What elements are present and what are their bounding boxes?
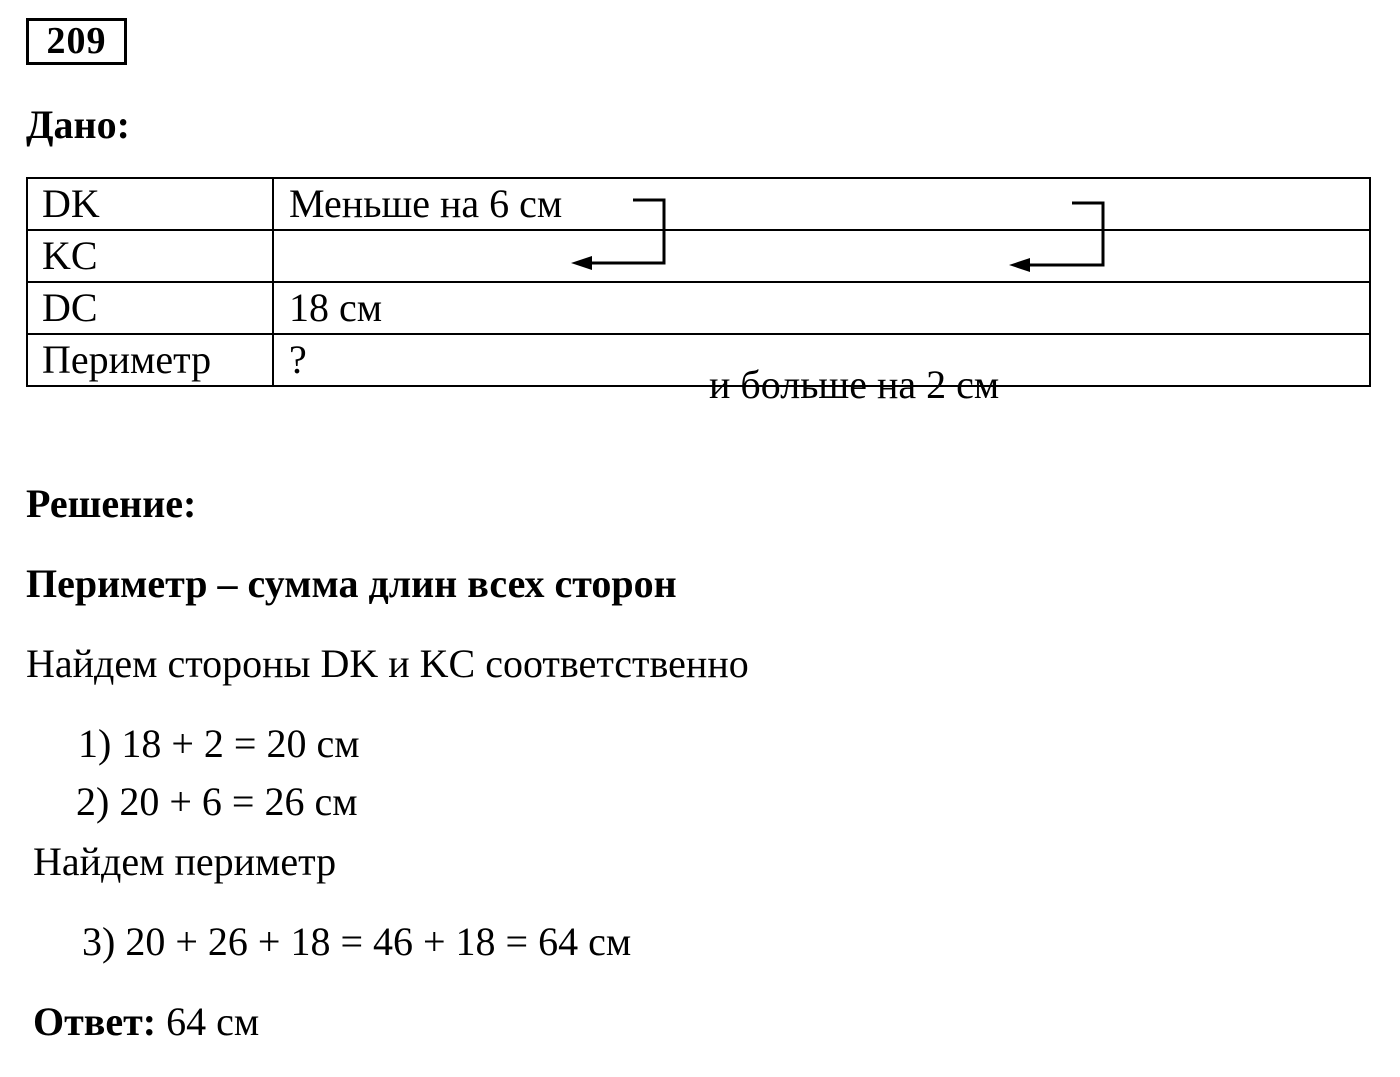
answer-value: 64 см xyxy=(166,999,260,1044)
solution-heading: Решение: xyxy=(26,481,197,526)
problem-number: 209 xyxy=(26,18,127,65)
row-value-dc: 18 см xyxy=(273,282,1370,334)
given-table xyxy=(26,177,1371,407)
row-value-kc xyxy=(273,230,1370,282)
table-row-dc xyxy=(27,282,1370,334)
answer-line xyxy=(33,998,259,1046)
find-perimeter-text: Найдем периметр xyxy=(33,839,337,884)
answer-label: Ответ: xyxy=(33,999,157,1044)
table-row-perimeter xyxy=(27,334,1370,386)
solution-step-2: 2) 20 + 6 = 26 см xyxy=(76,779,358,824)
given-heading: Дано: xyxy=(26,102,130,147)
row-label-kc: KC xyxy=(27,230,273,282)
dk-greater-text: и больше на 2 см xyxy=(709,362,1000,407)
table-row-kc xyxy=(27,230,1370,282)
solution-step-1: 1) 18 + 2 = 20 см xyxy=(78,721,360,766)
dk-less-text: Меньше на 6 см xyxy=(289,181,563,226)
row-label-dk: DK xyxy=(27,178,273,230)
row-label-dc: DC xyxy=(27,282,273,334)
row-value-perimeter: ? xyxy=(273,334,1370,386)
table-row-dk xyxy=(27,178,1370,230)
solution-step-3: 3) 20 + 26 + 18 = 46 + 18 = 64 см xyxy=(82,919,632,964)
perimeter-definition: Периметр – сумма длин всех сторон xyxy=(26,561,677,606)
row-label-perimeter: Периметр xyxy=(27,334,273,386)
find-sides-text: Найдем стороны DK и KC соответственно xyxy=(26,641,749,686)
